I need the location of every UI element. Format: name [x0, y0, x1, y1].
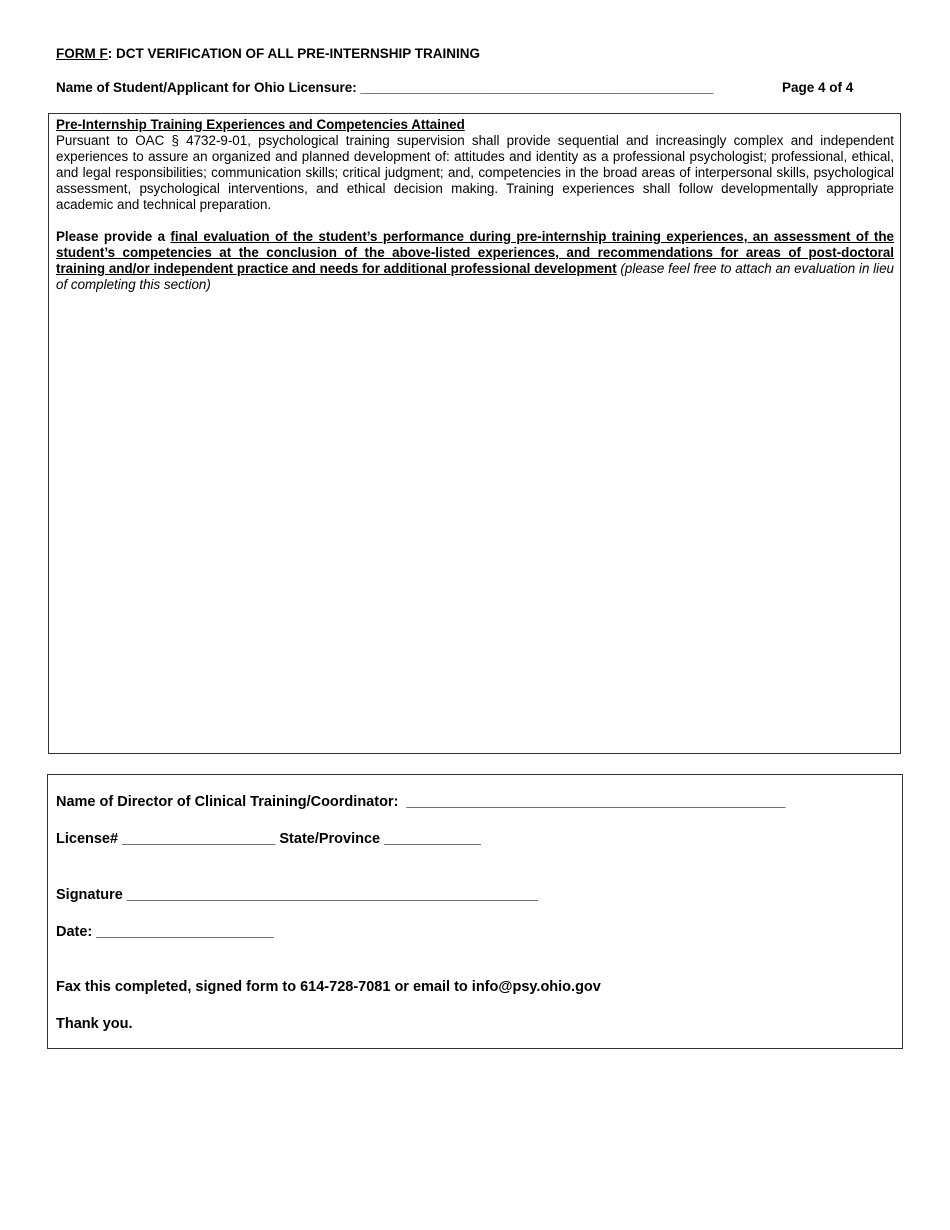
- thank-you-text: Thank you.: [56, 1016, 133, 1032]
- date-line: [56, 924, 274, 940]
- training-section-paragraph: Pursuant to OAC § 4732-9-01, psychological training supervision shall provide sequential and increasingly complex and independent experiences to assure an organized and planned development of: attitudes and identity as a professional psychologist; professional, ethical, and legal responsibilities; communication skills; critical judgment; and, competencies in the broad areas of interpersonal skills, psychological assessment, psychological interventions, and ethical decision making. Training experiences shall follow developmentally appropriate academic and technical preparation.: [56, 133, 894, 212]
- director-section: [47, 774, 903, 1049]
- date-field[interactable]: ______________________: [96, 924, 274, 940]
- signature-line: [56, 887, 538, 903]
- state-province-label: State/Province: [279, 831, 381, 847]
- form-id: FORM F: [56, 46, 108, 61]
- student-name-line: [56, 80, 713, 95]
- signature-field[interactable]: ___________________________________________________: [126, 887, 539, 903]
- evaluation-request: [56, 229, 894, 293]
- student-name-field[interactable]: _______________________________________________: [360, 80, 714, 95]
- form-title-text: : DCT VERIFICATION OF ALL PRE-INTERNSHIP TRAINING: [107, 46, 481, 61]
- training-section-heading: Pre-Internship Training Experiences and Competencies Attained: [56, 117, 465, 132]
- evaluation-writing-area[interactable]: [50, 302, 899, 752]
- director-name-line: [56, 794, 786, 810]
- license-label: License#: [56, 831, 119, 847]
- student-name-label: Name of Student/Applicant for Ohio Licensure:: [56, 80, 357, 95]
- license-line: [56, 831, 481, 847]
- director-name-field[interactable]: _______________________________________________: [406, 794, 786, 810]
- page-indicator: Page 4 of 4: [782, 80, 854, 95]
- director-name-label: Name of Director of Clinical Training/Coordinator:: [56, 794, 399, 810]
- license-field[interactable]: ___________________: [122, 831, 276, 847]
- training-section: [48, 113, 901, 754]
- form-title: [56, 46, 480, 61]
- fax-instructions: Fax this completed, signed form to 614-728-7081 or email to info@psy.ohio.gov: [56, 979, 601, 995]
- date-label: Date:: [56, 924, 93, 940]
- evaluation-request-lead: Please provide a: [56, 229, 171, 244]
- evaluation-request-note: (please feel free to attach an evaluation in lieu of completing this section): [56, 261, 894, 292]
- signature-label: Signature: [56, 887, 123, 903]
- state-province-field[interactable]: ____________: [384, 831, 481, 847]
- evaluation-request-underlined: final evaluation of the student’s performance during pre-internship training experiences, an assessment of the student’s competencies at the conclusion of the above-listed experiences, and recommendations for areas of post-doctoral training and/or independent practice and needs for additional professional development: [56, 229, 894, 276]
